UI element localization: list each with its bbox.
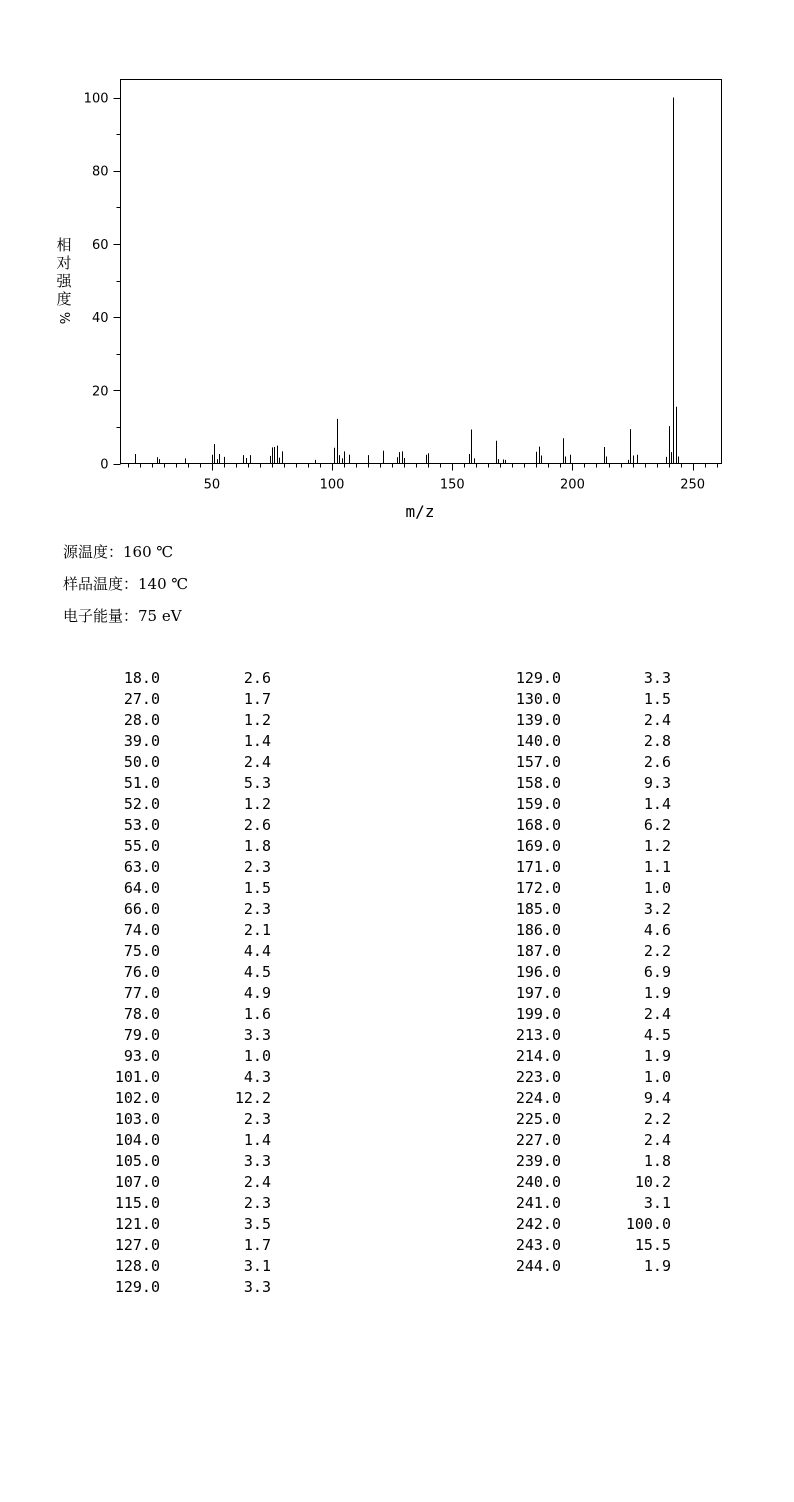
peak-row <box>0 752 794 773</box>
peak-mz: 101.0 <box>114 1068 160 1086</box>
peak-mz: 51.0 <box>123 774 160 792</box>
peak-mz: 102.0 <box>114 1089 160 1107</box>
peak-abundance: 1.1 <box>643 858 671 876</box>
x-tick-label: 150 <box>439 477 465 493</box>
peak-abundance: 1.8 <box>643 1152 671 1170</box>
peak-abundance: 10.2 <box>634 1173 671 1191</box>
peak-abundance: 1.2 <box>643 837 671 855</box>
peak-abundance: 6.2 <box>643 816 671 834</box>
peak-abundance: 15.5 <box>634 1236 671 1254</box>
peak-abundance: 2.2 <box>643 1110 671 1128</box>
peak-mz: 53.0 <box>123 816 160 834</box>
peak-mz: 243.0 <box>515 1236 561 1254</box>
peak-abundance: 1.9 <box>643 984 671 1002</box>
peak-row <box>0 1256 794 1277</box>
peak-row <box>0 1172 794 1193</box>
peak-mz: 139.0 <box>515 711 561 729</box>
peak-mz: 75.0 <box>123 942 160 960</box>
peak-mz: 55.0 <box>123 837 160 855</box>
peak-abundance: 1.7 <box>243 690 271 708</box>
y-tick-label: 100 <box>83 91 109 107</box>
peak-mz: 79.0 <box>123 1026 160 1044</box>
peak-row <box>0 1109 794 1130</box>
peak-abundance: 1.6 <box>243 1005 271 1023</box>
peak-abundance: 2.3 <box>243 900 271 918</box>
y-tick-label: 20 <box>91 384 109 400</box>
peak-table-right <box>0 668 794 1277</box>
peak-mz: 18.0 <box>123 669 160 687</box>
peak-mz: 172.0 <box>515 879 561 897</box>
peak-mz: 74.0 <box>123 921 160 939</box>
peak-mz: 171.0 <box>515 858 561 876</box>
peak-bars <box>136 98 679 464</box>
peak-abundance: 12.2 <box>234 1089 271 1107</box>
peak-mz: 64.0 <box>123 879 160 897</box>
peak-abundance: 2.8 <box>643 732 671 750</box>
peak-mz: 168.0 <box>515 816 561 834</box>
peak-mz: 224.0 <box>515 1089 561 1107</box>
peak-abundance: 9.3 <box>643 774 671 792</box>
peak-row <box>0 920 794 941</box>
peak-abundance: 1.8 <box>243 837 271 855</box>
peak-abundance: 4.4 <box>243 942 271 960</box>
peak-row <box>0 1025 794 1046</box>
peak-abundance: 1.7 <box>243 1236 271 1254</box>
peak-mz: 197.0 <box>515 984 561 1002</box>
peak-mz: 78.0 <box>123 1005 160 1023</box>
peak-abundance: 2.6 <box>243 669 271 687</box>
peak-abundance: 2.3 <box>243 858 271 876</box>
peak-abundance: 1.2 <box>243 795 271 813</box>
peak-row <box>0 1046 794 1067</box>
peak-row <box>0 773 794 794</box>
peak-mz: 39.0 <box>123 732 160 750</box>
y-axis-label-char: % <box>56 311 71 325</box>
peak-abundance: 3.3 <box>243 1278 271 1296</box>
peak-abundance: 3.1 <box>243 1257 271 1275</box>
peak-mz: 223.0 <box>515 1068 561 1086</box>
peak-row <box>0 1151 794 1172</box>
peak-row <box>0 836 794 857</box>
peak-mz: 129.0 <box>515 669 561 687</box>
peak-row <box>0 941 794 962</box>
y-axis <box>84 92 121 473</box>
peak-row <box>0 668 794 689</box>
peak-abundance: 4.9 <box>243 984 271 1002</box>
peak-row <box>0 1277 794 1298</box>
peak-abundance: 4.5 <box>643 1026 671 1044</box>
peak-mz: 50.0 <box>123 753 160 771</box>
x-axis-label: m/z <box>405 502 435 521</box>
peak-mz: 27.0 <box>123 690 160 708</box>
electron-energy: 电子能量：75 eV <box>63 607 182 625</box>
peak-mz: 115.0 <box>114 1194 160 1212</box>
peak-row <box>0 710 794 731</box>
peak-mz: 77.0 <box>123 984 160 1002</box>
peak-row <box>0 689 794 710</box>
peak-mz: 239.0 <box>515 1152 561 1170</box>
plot-frame <box>121 80 722 464</box>
y-tick-label: 0 <box>100 457 109 473</box>
peak-mz: 104.0 <box>114 1131 160 1149</box>
peak-abundance: 1.0 <box>643 879 671 897</box>
peak-mz: 130.0 <box>515 690 561 708</box>
peak-abundance: 2.4 <box>243 1173 271 1191</box>
peak-mz: 63.0 <box>123 858 160 876</box>
mass-spectrum-chart <box>0 0 794 530</box>
peak-abundance: 1.9 <box>643 1047 671 1065</box>
peak-row <box>0 899 794 920</box>
y-axis-label-char: 度 <box>56 290 72 308</box>
peak-mz: 199.0 <box>515 1005 561 1023</box>
peak-row <box>0 1235 794 1256</box>
x-tick-label: 100 <box>319 477 345 493</box>
peak-mz: 107.0 <box>114 1173 160 1191</box>
peak-row <box>0 794 794 815</box>
peak-abundance: 2.4 <box>243 753 271 771</box>
peak-row <box>0 962 794 983</box>
peak-abundance: 1.4 <box>243 1131 271 1149</box>
peak-abundance: 9.4 <box>643 1089 671 1107</box>
peak-row <box>0 1130 794 1151</box>
peak-mz: 185.0 <box>515 900 561 918</box>
peak-abundance: 1.9 <box>643 1257 671 1275</box>
peak-mz: 105.0 <box>114 1152 160 1170</box>
peak-abundance: 2.4 <box>643 711 671 729</box>
peak-abundance: 2.2 <box>643 942 671 960</box>
peak-abundance: 1.0 <box>243 1047 271 1065</box>
peak-mz: 121.0 <box>114 1215 160 1233</box>
peak-mz: 240.0 <box>515 1173 561 1191</box>
peak-abundance: 4.5 <box>243 963 271 981</box>
peak-abundance: 2.4 <box>643 1005 671 1023</box>
peak-mz: 242.0 <box>515 1215 561 1233</box>
peak-abundance: 3.5 <box>243 1215 271 1233</box>
peak-mz: 128.0 <box>114 1257 160 1275</box>
peak-mz: 213.0 <box>515 1026 561 1044</box>
y-axis-label-char: 相 <box>56 236 72 254</box>
y-tick-label: 40 <box>91 311 109 327</box>
peak-abundance: 2.3 <box>243 1110 271 1128</box>
peak-mz: 169.0 <box>515 837 561 855</box>
sample-temperature: 样品温度：140 ℃ <box>63 575 189 593</box>
peak-row <box>0 878 794 899</box>
y-axis-label-char: 对 <box>56 254 72 272</box>
peak-abundance: 1.5 <box>643 690 671 708</box>
y-axis-label-char: 强 <box>56 272 72 290</box>
peak-abundance: 6.9 <box>643 963 671 981</box>
peak-mz: 244.0 <box>515 1257 561 1275</box>
peak-abundance: 2.6 <box>243 816 271 834</box>
y-axis-label <box>56 236 72 324</box>
x-tick-label: 200 <box>560 477 585 493</box>
peak-mz: 93.0 <box>123 1047 160 1065</box>
peak-mz: 227.0 <box>515 1131 561 1149</box>
x-tick-label: 250 <box>680 477 706 493</box>
y-tick-label: 80 <box>91 164 109 180</box>
peak-abundance: 3.3 <box>643 669 671 687</box>
peak-abundance: 1.2 <box>243 711 271 729</box>
peak-row <box>0 1067 794 1088</box>
peak-row <box>0 857 794 878</box>
peak-mz: 140.0 <box>515 732 561 750</box>
peak-abundance: 1.4 <box>243 732 271 750</box>
y-tick-label: 60 <box>91 237 109 253</box>
peak-mz: 241.0 <box>515 1194 561 1212</box>
peak-abundance: 1.5 <box>243 879 271 897</box>
peak-row <box>0 815 794 836</box>
peak-mz: 214.0 <box>515 1047 561 1065</box>
peak-row <box>0 1004 794 1025</box>
peak-abundance: 1.4 <box>643 795 671 813</box>
peak-abundance: 3.2 <box>643 900 671 918</box>
peak-abundance: 3.3 <box>243 1152 271 1170</box>
peak-mz: 157.0 <box>515 753 561 771</box>
peak-abundance: 2.6 <box>643 753 671 771</box>
peak-mz: 225.0 <box>515 1110 561 1128</box>
peak-mz: 186.0 <box>515 921 561 939</box>
peak-row <box>0 731 794 752</box>
peak-mz: 76.0 <box>123 963 160 981</box>
peak-abundance: 2.4 <box>643 1131 671 1149</box>
peak-row <box>0 1088 794 1109</box>
peak-abundance: 4.6 <box>643 921 671 939</box>
peak-mz: 159.0 <box>515 795 561 813</box>
peak-abundance: 3.3 <box>243 1026 271 1044</box>
peak-mz: 28.0 <box>123 711 160 729</box>
peak-row <box>0 1214 794 1235</box>
peak-abundance: 3.1 <box>643 1194 671 1212</box>
peak-abundance: 2.1 <box>243 921 271 939</box>
peak-mz: 66.0 <box>123 900 160 918</box>
peak-abundance: 100.0 <box>625 1215 671 1233</box>
peak-abundance: 2.3 <box>243 1194 271 1212</box>
peak-mz: 103.0 <box>114 1110 160 1128</box>
x-tick-label: 50 <box>203 477 221 493</box>
peak-abundance: 5.3 <box>243 774 271 792</box>
peak-abundance: 1.0 <box>643 1068 671 1086</box>
peak-abundance: 4.3 <box>243 1068 271 1086</box>
peak-mz: 196.0 <box>515 963 561 981</box>
peak-row <box>0 983 794 1004</box>
peak-mz: 187.0 <box>515 942 561 960</box>
peak-mz: 158.0 <box>515 774 561 792</box>
peak-mz: 129.0 <box>114 1278 160 1296</box>
peak-row <box>0 1193 794 1214</box>
source-temperature: 源温度：160 ℃ <box>63 543 174 561</box>
peak-mz: 52.0 <box>123 795 160 813</box>
peak-mz: 127.0 <box>114 1236 160 1254</box>
x-axis <box>129 464 718 493</box>
